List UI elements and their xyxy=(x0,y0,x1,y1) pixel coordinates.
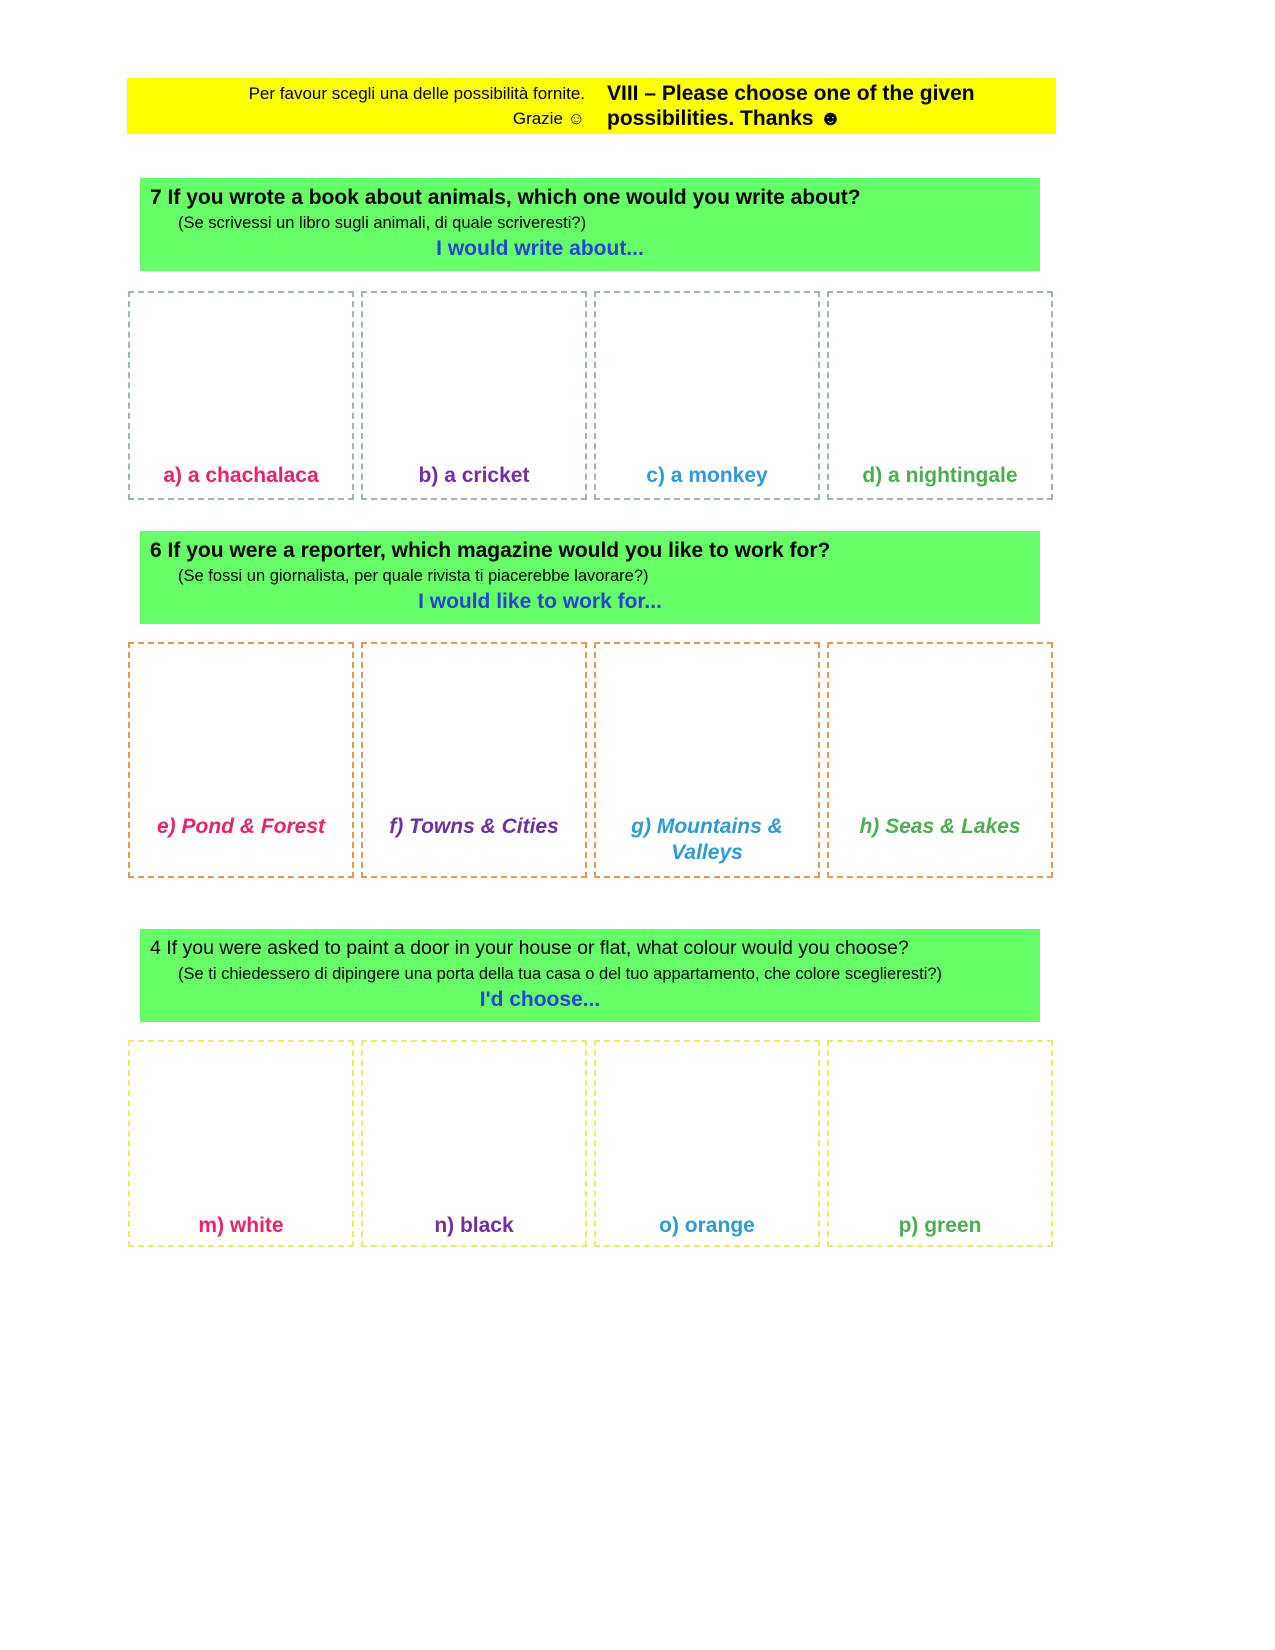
question-6-text-line xyxy=(150,537,1030,564)
question-4-banner xyxy=(140,929,1040,1022)
option-h-label[interactable]: h) Seas & Lakes xyxy=(859,815,1021,838)
option-o-box[interactable] xyxy=(594,1040,820,1247)
question-7-number: 7 xyxy=(150,186,162,209)
option-c-box[interactable] xyxy=(594,291,820,500)
question-6-prompt: I would like to work for... xyxy=(418,590,662,613)
option-b-box[interactable] xyxy=(361,291,587,500)
option-e-label[interactable]: e) Pond & Forest xyxy=(156,815,325,838)
option-d-box[interactable] xyxy=(827,291,1053,500)
instructions-english-line1: VIII – Please choose one of the given xyxy=(607,82,975,105)
question-4-number: 4 xyxy=(150,937,161,959)
question-6-text: If you were a reporter, which magazine would you like to work for? xyxy=(167,539,831,562)
option-p-box[interactable] xyxy=(827,1040,1053,1247)
option-b-label[interactable]: b) a cricket xyxy=(418,464,530,487)
question-6-translation: (Se fossi un giornalista, per quale rivista ti piacerebbe lavorare?) xyxy=(178,567,649,585)
option-g-box[interactable] xyxy=(594,642,820,878)
question-4-text: If you were asked to paint a door in your house or flat, what colour would you choose? xyxy=(166,937,909,959)
instructions-italian-line1: Per favour scegli una delle possibilità fornite. xyxy=(248,84,585,103)
question-4-text-line xyxy=(150,935,1030,962)
option-g-label[interactable]: g) Mountains & Valleys xyxy=(631,815,783,864)
option-h-box[interactable] xyxy=(827,642,1053,878)
option-n-label[interactable]: n) black xyxy=(434,1214,514,1237)
question-7-banner xyxy=(140,178,1040,271)
instructions-banner xyxy=(127,78,1056,134)
question-6-options-row xyxy=(128,642,1053,878)
option-p-label[interactable]: p) green xyxy=(898,1214,982,1237)
option-d-label[interactable]: d) a nightingale xyxy=(862,464,1018,487)
instructions-italian xyxy=(135,81,585,131)
question-4-prompt: I'd choose... xyxy=(479,988,601,1011)
option-n-box[interactable] xyxy=(361,1040,587,1247)
question-4-translation: (Se ti chiedessero di dipingere una porta della tua casa o del tuo appartamento, che colore sceglieresti?) xyxy=(178,965,943,983)
option-a-box[interactable] xyxy=(128,291,354,500)
option-m-box[interactable] xyxy=(128,1040,354,1247)
question-7-text-line xyxy=(150,184,1030,211)
question-6-number: 6 xyxy=(150,539,162,562)
question-7-translation: (Se scrivessi un libro sugli animali, di quale scriveresti?) xyxy=(178,214,587,232)
option-f-label[interactable]: f) Towns & Cities xyxy=(389,815,559,838)
question-7-options-row xyxy=(128,291,1053,500)
option-f-box[interactable] xyxy=(361,642,587,878)
instructions-italian-line2: Grazie ☺ xyxy=(512,109,585,128)
question-7-prompt: I would write about... xyxy=(436,237,644,260)
question-6-banner xyxy=(140,531,1040,624)
question-7-text: If you wrote a book about animals, which one would you write about? xyxy=(167,186,861,209)
option-a-label[interactable]: a) a chachalaca xyxy=(163,464,319,487)
option-e-box[interactable] xyxy=(128,642,354,878)
instructions-english xyxy=(585,81,1048,131)
option-c-label[interactable]: c) a monkey xyxy=(646,464,768,487)
instructions-english-line2: possibilities. Thanks ☻ xyxy=(607,107,842,130)
option-m-label[interactable]: m) white xyxy=(198,1214,284,1237)
option-o-label[interactable]: o) orange xyxy=(659,1214,755,1237)
question-4-options-row xyxy=(128,1040,1053,1247)
